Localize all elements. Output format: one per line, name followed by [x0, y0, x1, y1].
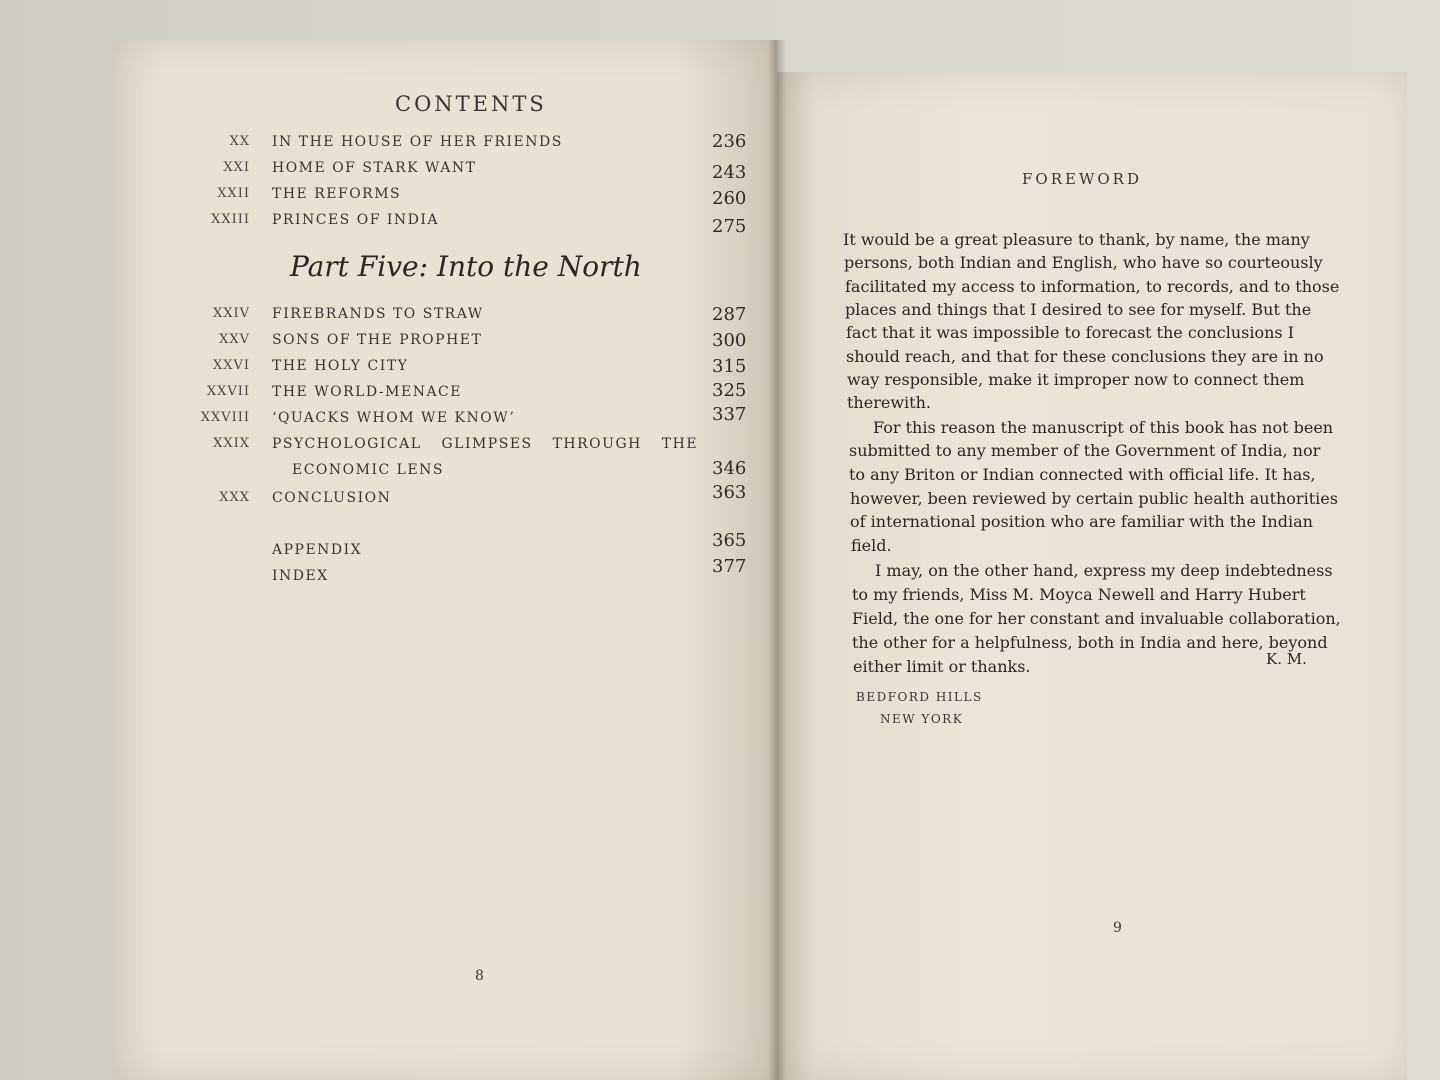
toc-chapter-title: THE REFORMS: [272, 186, 402, 202]
author-signature: K. M.: [1266, 650, 1307, 668]
toc-chapter-title: CONCLUSION: [272, 490, 392, 506]
toc-page-number: 325: [712, 380, 747, 401]
toc-entry: [0, 212, 780, 238]
toc-entry: [0, 306, 780, 332]
foreword-line: submitted to any member of the Government of India, nor: [849, 441, 1321, 460]
foreword-line: facilitated my access to information, to records, and to those: [845, 277, 1340, 296]
toc-chapter-title: THE WORLD-MENACE: [272, 384, 462, 400]
toc-chapter-title: PSYCHOLOGICAL GLIMPSES THROUGH THE: [272, 436, 699, 452]
toc-entry: [0, 332, 780, 358]
toc-chapter-title: IN THE HOUSE OF HER FRIENDS: [272, 134, 563, 150]
toc-page-number: 337: [712, 404, 747, 425]
toc-chapter-number: XXI: [223, 160, 250, 175]
foreword-line: places and things that I desired to see for myself. But the: [845, 300, 1312, 319]
toc-page-number: 243: [712, 162, 747, 183]
foreword-line: field.: [851, 536, 892, 555]
foreword-line: however, been reviewed by certain public health authorities: [850, 489, 1338, 508]
foreword-line: I may, on the other hand, express my deep indebtedness: [875, 561, 1333, 580]
toc-page-number: 275: [712, 216, 747, 237]
toc-chapter-number: XXVIII: [200, 410, 250, 425]
toc-chapter-number: XXII: [217, 186, 250, 201]
foreword-title: FOREWORD: [1022, 170, 1142, 188]
toc-backmatter-title: APPENDIX: [272, 542, 363, 558]
page-number-right: 9: [1113, 920, 1122, 936]
toc-chapter-title: PRINCES OF INDIA: [272, 212, 440, 228]
toc-entry: [0, 530, 780, 568]
toc-entry: [0, 186, 780, 212]
toc-page-number: 363: [712, 482, 747, 503]
toc-entry: [0, 436, 780, 462]
toc-page-number: 365: [712, 530, 747, 551]
part-heading: Part Five: Into the North: [290, 250, 642, 283]
toc-page-number: 346: [712, 458, 747, 479]
toc-entry: [0, 482, 780, 516]
foreword-line: the other for a helpfulness, both in India and here, beyond: [852, 633, 1328, 652]
toc-chapter-title: THE HOLY CITY: [272, 358, 409, 374]
toc-page-number: 236: [712, 131, 747, 152]
toc-page-number: 260: [712, 188, 747, 209]
toc-chapter-number: XXV: [219, 332, 250, 347]
toc-entry: [0, 380, 780, 410]
toc-chapter-title: ECONOMIC LENS: [292, 462, 445, 478]
toc-entry: [0, 131, 780, 160]
toc-chapter-title: HOME OF STARK WANT: [272, 160, 477, 176]
toc-chapter-number: XXIV: [212, 306, 250, 321]
toc-entry: [0, 160, 780, 186]
foreword-line: fact that it was impossible to forecast the conclusions I: [846, 323, 1295, 342]
toc-chapter-number: XXIII: [211, 212, 250, 227]
toc-chapter-number: XXX: [219, 490, 250, 505]
foreword-line: way responsible, make it improper now to connect them: [847, 370, 1305, 389]
page-number-left: 8: [475, 968, 484, 984]
toc-chapter-title: ‘QUACKS WHOM WE KNOW’: [272, 410, 516, 426]
foreword-line: should reach, and that for these conclusions they are in no: [846, 347, 1324, 366]
contents-title: CONTENTS: [395, 92, 547, 116]
toc-chapter-number: XX: [229, 134, 250, 149]
place-line: NEW YORK: [880, 712, 964, 726]
toc-entry: [0, 556, 780, 594]
toc-chapter-number: XXVI: [212, 358, 250, 373]
toc-page-number: 287: [712, 304, 747, 325]
foreword-line: Field, the one for her constant and invaluable collaboration,: [852, 609, 1341, 628]
toc-chapter-title: FIREBRANDS TO STRAW: [272, 306, 484, 322]
foreword-line: either limit or thanks.: [853, 657, 1031, 676]
toc-backmatter-title: INDEX: [272, 568, 329, 584]
toc-entry: [0, 458, 780, 488]
foreword-line: For this reason the manuscript of this book has not been: [873, 418, 1334, 437]
toc-page-number: 377: [712, 556, 747, 577]
foreword-line: of international position who are familiar with the Indian: [850, 512, 1313, 531]
place-line: BEDFORD HILLS: [856, 690, 983, 704]
toc-entry: [0, 358, 780, 384]
foreword-line: to my friends, Miss M. Moyca Newell and Harry Hubert: [852, 585, 1306, 604]
toc-chapter-number: XXVII: [206, 384, 250, 399]
foreword-line: to any Briton or Indian connected with official life. It has,: [849, 465, 1316, 484]
toc-entry: [0, 404, 780, 436]
foreword-line: It would be a great pleasure to thank, by name, the many: [843, 230, 1310, 249]
toc-page-number: 315: [712, 356, 747, 377]
toc-chapter-title: SONS OF THE PROPHET: [272, 332, 483, 348]
toc-chapter-number: XXIX: [213, 436, 250, 451]
foreword-line: persons, both Indian and English, who have so courteously: [844, 253, 1323, 272]
toc-page-number: 300: [712, 330, 747, 351]
foreword-line: therewith.: [847, 393, 931, 412]
